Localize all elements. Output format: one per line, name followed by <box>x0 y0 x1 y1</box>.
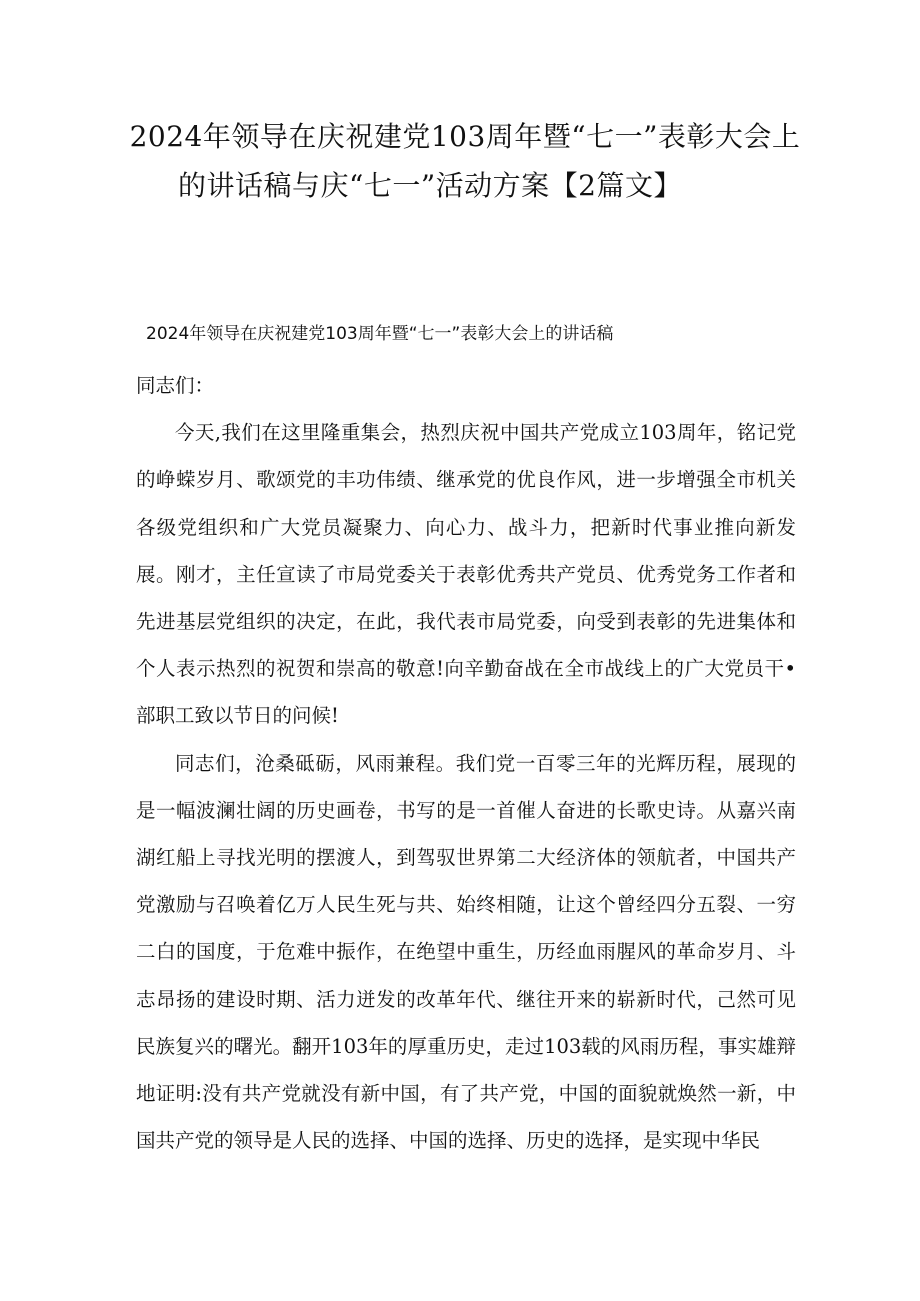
salutation: 同志们： <box>136 374 215 397</box>
document-title-line-1: 2024年领导在庆祝建党103周年暨“七一”表彰大会上 <box>129 120 801 153</box>
document-title <box>120 112 810 210</box>
document-title-line-2: 的讲话稿与庆“七一”活动方案【2篇文】 <box>178 169 682 202</box>
document-body <box>136 362 796 1164</box>
body-paragraph-2: 同志们，沧桑砥砺，风雨兼程。我们党一百零三年的光辉历程，展现的是一幅波澜壮阔的历史画卷，书写的是一首催人奋进的长歌史诗。从嘉兴南湖红船上寻找光明的摆渡人，到驾驭世界第二大经济体的领航者，中国共产党激励与召唤着亿万人民生死与共、始终相随，让这个曾经四分五裂、一穷二白的国度，于危难中振作，在绝望中重生，历经血雨腥风的革命岁月、斗志昂扬的建设时期、活力迸发的改革年代、继往开来的崭新时代，己然可见民族复兴的曙光。翻开103年的厚重历史，走过103载的风雨历程，事实雄辩地证明:没有共产党就没有新中国，有了共产党，中国的面貌就焕然一新，中国共产党的领导是人民的选择、中国的选择、历史的选择，是实现中华民 <box>136 751 796 1153</box>
section-heading: 2024年领导在庆祝建党103周年暨“七一”表彰大会上的讲话稿 <box>146 324 614 344</box>
body-paragraph-1: 今天,我们在这里隆重集会，热烈庆祝中国共产党成立103周年，铭记党的峥蝾岁月、歌颂党的丰功伟绩、继承党的优良作风，进一步增强全市机关各级党组织和广大党员凝聚力、向心力、战斗力，把新时代事业推向新发展。刚才，主任宣读了市局党委关于表彰优秀共产党员、优秀党务工作者和先进基层党组织的决定，在此，我代表市局党委，向受到表彰的先进集体和个人表示热烈的祝贺和崇高的敬意!向辛勤奋战在全市战线上的广大党员干•部职工致以节日的问候! <box>136 421 796 728</box>
